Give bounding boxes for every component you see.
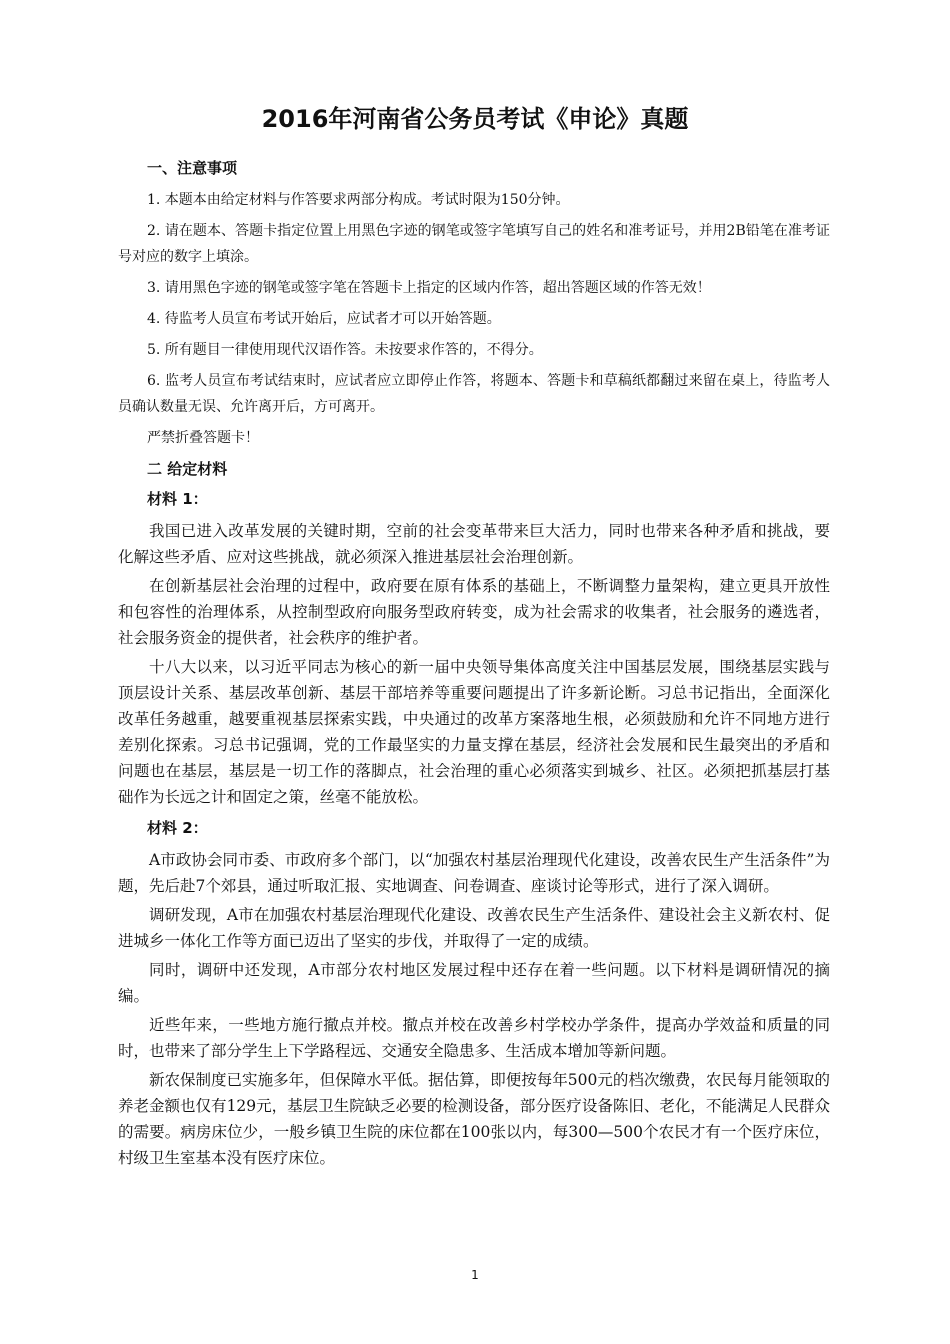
section-heading-materials: 二 给定材料	[147, 460, 228, 478]
note-item-1: 1. 本题本由给定材料与作答要求两部分构成。考试时限为150分钟。	[147, 192, 570, 208]
note-item-4: 4. 待监考人员宣布考试开始后，应试者才可以开始答题。	[147, 311, 501, 327]
material-1-paragraph: 在创新基层社会治理的过程中，政府要在原有体系的基础上，不断调整力量架构，建立更具开放性和包容性的治理体系，从控制型政府向服务型政府转变，成为社会需求的收集者，社会服务的遴选者，社会服务资金的提供者，社会秩序的维护者。	[118, 577, 830, 647]
material-2-paragraph: 近些年来，一些地方施行撤点并校。撤点并校在改善乡村学校办学条件，提高办学效益和质量的同时，也带来了部分学生上下学路程远、交通安全隐患多、生活成本增加等新问题。	[118, 1016, 830, 1060]
document-title: 2016年河南省公务员考试《申论》真题	[261, 105, 689, 133]
note-warning: 严禁折叠答题卡！	[147, 430, 259, 446]
section-heading-notes: 一、注意事项	[147, 159, 238, 177]
material-2-paragraph: 同时，调研中还发现，A市部分农村地区发展过程中还存在着一些问题。以下材料是调研情况的摘编。	[118, 961, 830, 1005]
document-body	[118, 150, 830, 1174]
material-1-paragraph: 十八大以来，以习近平同志为核心的新一届中央领导集体高度关注中国基层发展，围绕基层实践与顶层设计关系、基层改革创新、基层干部培养等重要问题提出了许多新论断。习总书记指出，全面深化改革任务越重，越要重视基层探索实践，中央通过的改革方案落地生根，必须鼓励和允许不同地方进行差别化探索。习总书记强调，党的工作最坚实的力量支撑在基层，经济社会发展和民生最突出的矛盾和问题也在基层，基层是一切工作的落脚点，社会治理的重心必须落实到城乡、社区。必须把抓基层打基础作为长远之计和固定之策，丝毫不能放松。	[118, 658, 830, 806]
note-item-5: 5. 所有题目一律使用现代汉语作答。未按要求作答的，不得分。	[147, 342, 543, 358]
note-item-2: 2. 请在题本、答题卡指定位置上用黑色字迹的钢笔或签字笔填写自己的姓名和准考证号，并用2B铅笔在准考证号对应的数字上填涂。	[118, 223, 830, 265]
material-1-paragraph: 我国已进入改革发展的关键时期，空前的社会变革带来巨大活力，同时也带来各种矛盾和挑战，要化解这些矛盾、应对这些挑战，就必须深入推进基层社会治理创新。	[118, 522, 830, 566]
material-2-paragraph: 调研发现，A市在加强农村基层治理现代化建设、改善农民生产生活条件、建设社会主义新农村、促进城乡一体化工作等方面已迈出了坚实的步伐，并取得了一定的成绩。	[118, 906, 830, 950]
note-item-6: 6. 监考人员宣布考试结束时，应试者应立即停止作答，将题本、答题卡和草稿纸都翻过来留在桌上，待监考人员确认数量无误、允许离开后，方可离开。	[118, 373, 830, 415]
material-2-paragraph: A市政协会同市委、市政府多个部门，以“加强农村基层治理现代化建设，改善农民生产生活条件”为题，先后赴7个郊县，通过听取汇报、实地调查、问卷调查、座谈讨论等形式，进行了深入调研。	[118, 851, 830, 895]
material-2-label: 材料 2：	[147, 819, 208, 837]
material-2-paragraph: 新农保制度已实施多年，但保障水平低。据估算，即便按每年500元的档次缴费，农民每月能领取的养老金额也仅有129元，基层卫生院缺乏必要的检测设备，部分医疗设备陈旧、老化，不能满足人民群众的需要。病房床位少，一般乡镇卫生院的床位都在100张以内，每300—500个农民才有一个医疗床位，村级卫生室基本没有医疗床位。	[118, 1071, 830, 1167]
note-item-3: 3. 请用黑色字迹的钢笔或签字笔在答题卡上指定的区域内作答，超出答题区域的作答无效！	[147, 280, 711, 296]
material-1-label: 材料 1：	[147, 490, 208, 508]
page-number: 1	[471, 1268, 479, 1282]
